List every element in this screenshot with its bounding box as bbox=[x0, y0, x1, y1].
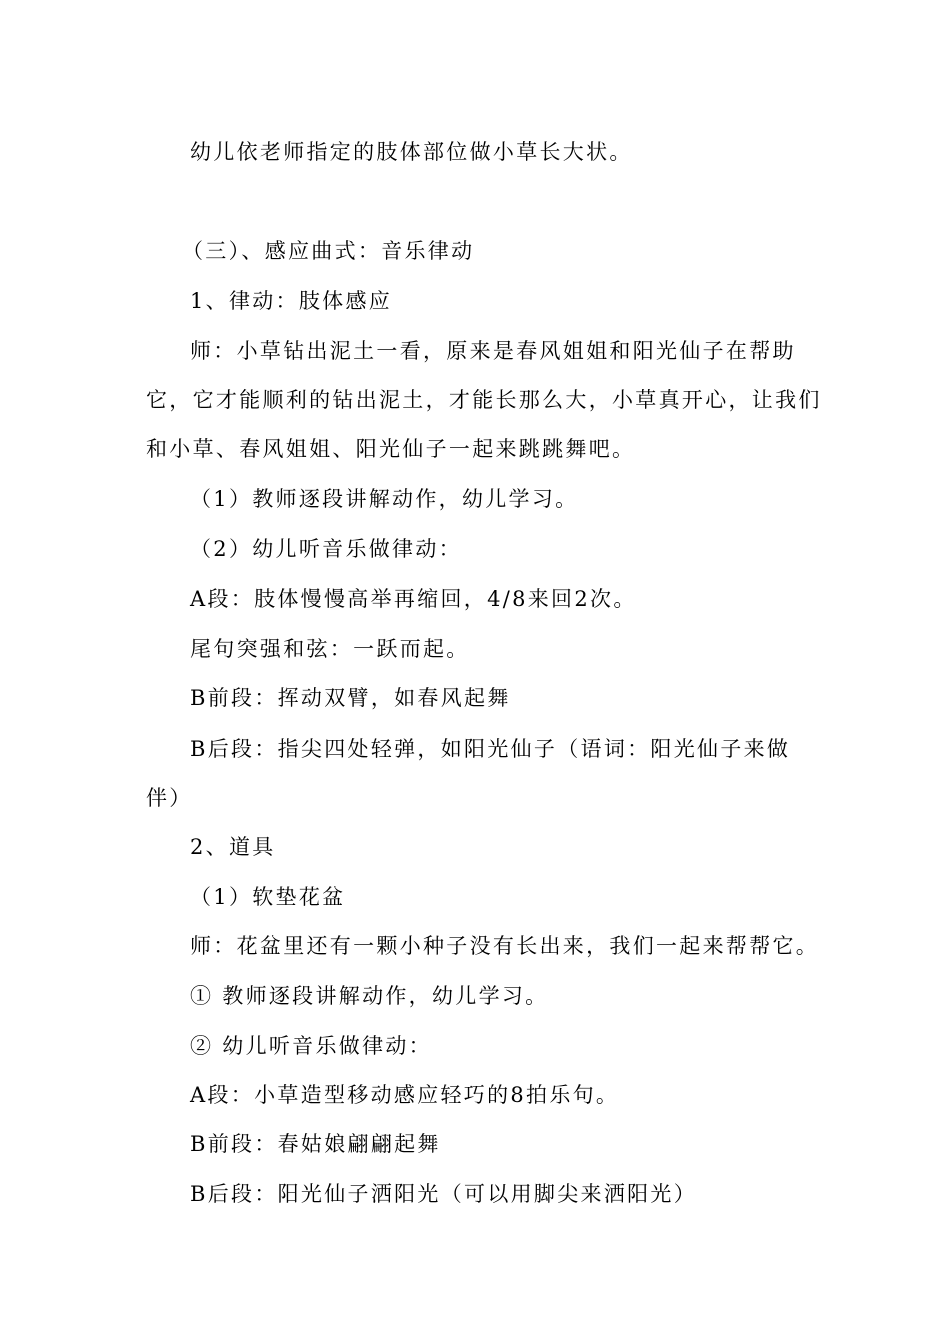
list-item: ② 幼儿听音乐做律动： bbox=[190, 1034, 432, 1058]
paragraph-line: 师：花盆里还有一颗小种子没有长出来，我们一起来帮帮它。 bbox=[190, 934, 820, 958]
paragraph-line: 尾句突强和弦：一跃而起。 bbox=[190, 637, 470, 661]
paragraph-line: 伴） bbox=[146, 786, 193, 810]
list-item: （1）软垫花盆 bbox=[190, 885, 346, 909]
list-item: ① 教师逐段讲解动作，幼儿学习。 bbox=[190, 984, 549, 1008]
paragraph-line: B后段：指尖四处轻弹，如阳光仙子（语词：阳光仙子来做 bbox=[190, 737, 791, 761]
paragraph-line: B前段：挥动双臂，如春风起舞 bbox=[190, 686, 511, 710]
paragraph-line: A段：肢体慢慢高举再缩回，4/8来回2次。 bbox=[190, 587, 637, 611]
list-item: （2）幼儿听音乐做律动： bbox=[190, 537, 462, 561]
section-heading: （三）、感应曲式：音乐律动 bbox=[182, 239, 475, 263]
paragraph-line: A段：小草造型移动感应轻巧的8拍乐句。 bbox=[190, 1083, 620, 1107]
paragraph-line: 和小草、春风姐姐、阳光仙子一起来跳跳舞吧。 bbox=[146, 437, 636, 461]
subsection-heading: 1、律动：肢体感应 bbox=[190, 289, 393, 313]
subsection-heading: 2、道具 bbox=[190, 835, 276, 859]
paragraph-line: 师：小草钻出泥土一看，原来是春风姐姐和阳光仙子在帮助 bbox=[190, 339, 796, 363]
paragraph-line: 幼儿依老师指定的肢体部位做小草长大状。 bbox=[190, 140, 633, 164]
paragraph-line: B前段：春姑娘翩翩起舞 bbox=[190, 1132, 441, 1156]
paragraph-line: 它，它才能顺利的钻出泥土，才能长那么大，小草真开心，让我们 bbox=[146, 388, 822, 412]
paragraph-line: B后段：阳光仙子洒阳光（可以用脚尖来洒阳光） bbox=[190, 1182, 698, 1206]
list-item: （1）教师逐段讲解动作，幼儿学习。 bbox=[190, 487, 579, 511]
